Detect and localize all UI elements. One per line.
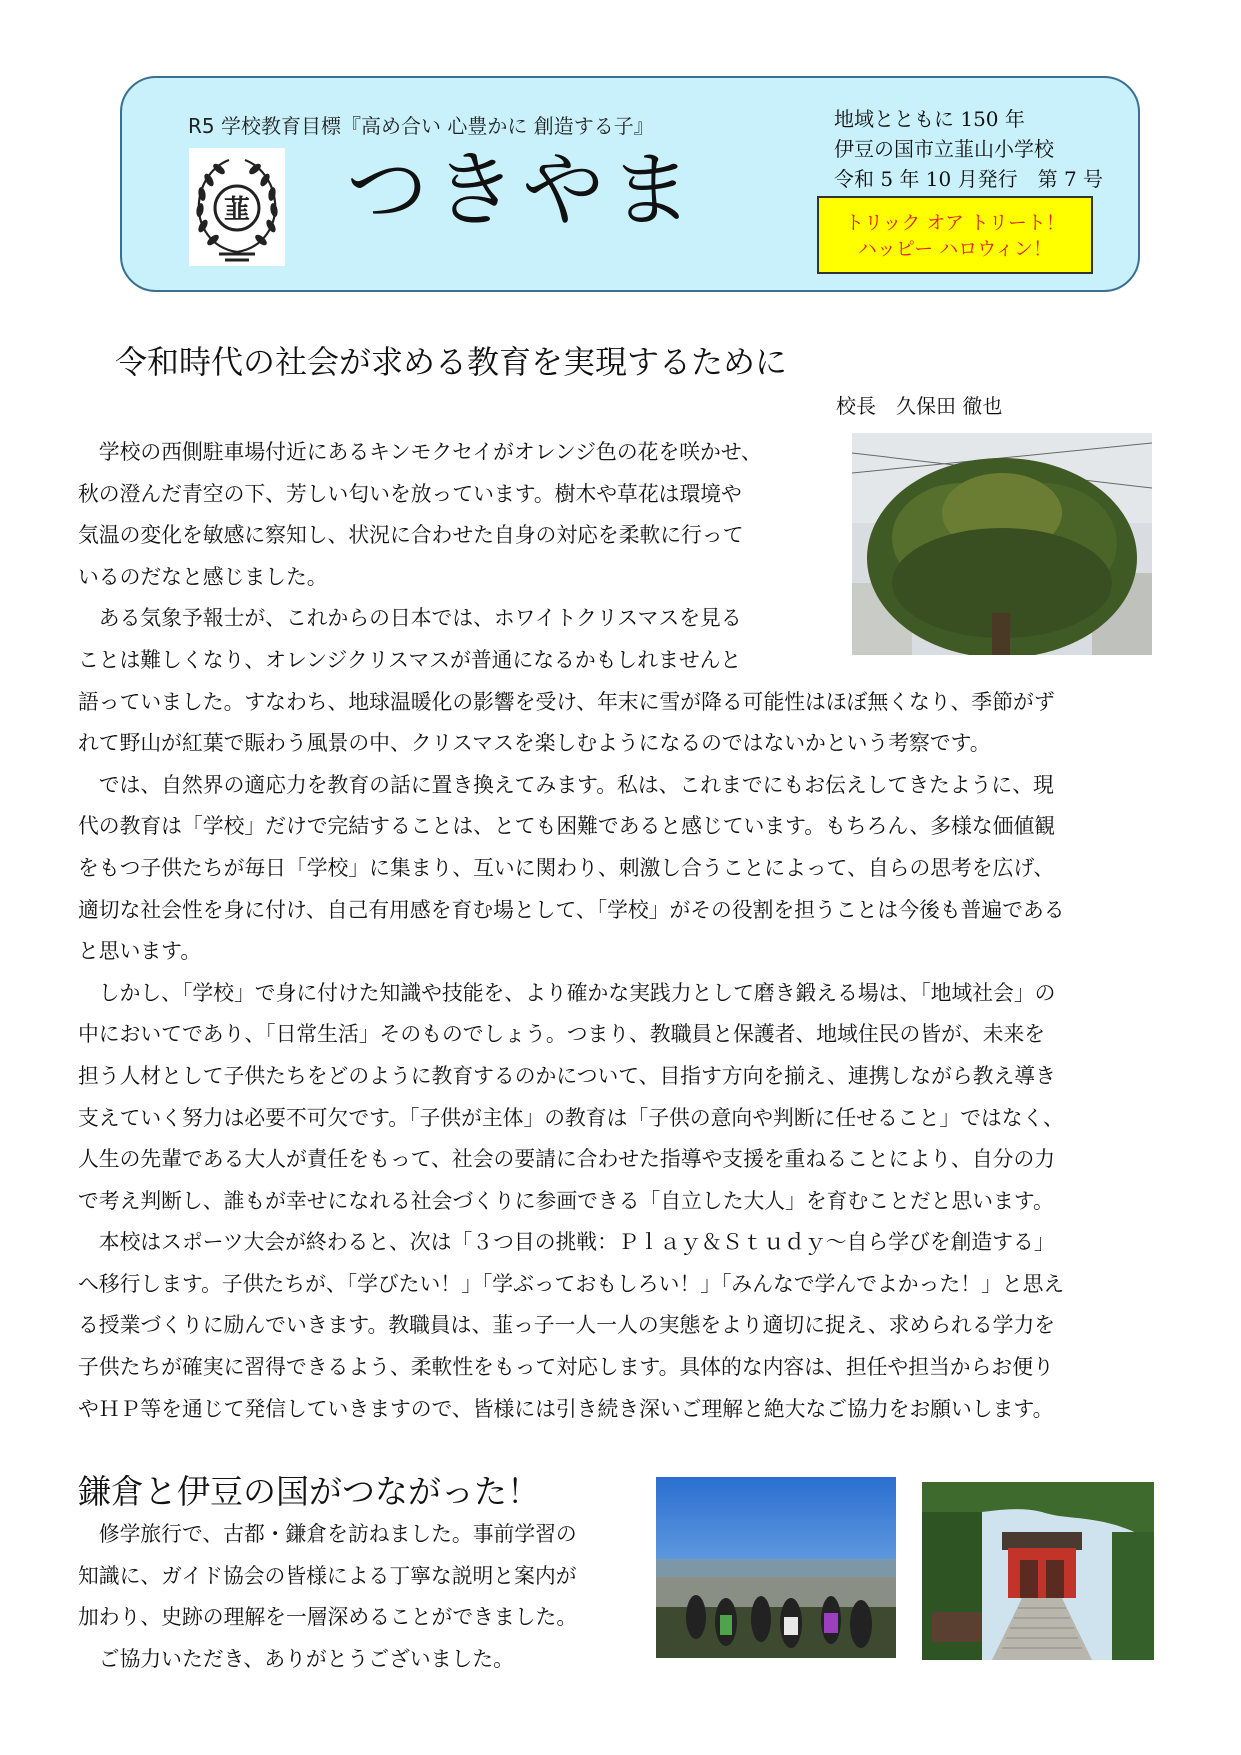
article-line: 本校はスポーツ大会が終わると、次は「３つ目の挑戦：Ｐｌａｙ＆Ｓｔｕｄｙ〜自ら学びを創造する」	[78, 1230, 1055, 1255]
article-line: れて野山が紅葉で賑わう風景の中、クリスマスを楽しむようになるのではないかという考察です。	[78, 731, 991, 756]
newsletter-title: つきやま	[346, 143, 699, 238]
article-line: しかし、「学校」で身に付けた知識や技能を、より確かな実践力として磨き鍛える場は、「地域社会」の	[78, 980, 1056, 1005]
article-line: ことは難しくなり、オレンジクリスマスが普通になるかもしれませんと	[78, 647, 742, 672]
article-line: 秋の澄んだ青空の下、芳しい匂いを放っています。樹木や草花は環境や	[78, 481, 742, 506]
article-author: 校長 久保田 徹也	[836, 394, 1003, 418]
article-line: 子供たちが確実に習得できるよう、柔軟性をもって対応します。具体的な内容は、担任や担当からお便り	[78, 1355, 1054, 1380]
article-line: で考え判断し、誰もが幸せになれる社会づくりに参画できる「自立した大人」を育むことだと思います。	[78, 1188, 1054, 1213]
trip-heading: 鎌倉と伊豆の国がつながった！	[78, 1472, 540, 1511]
article-line: では、自然界の適応力を教育の話に置き換えてみます。私は、これまでにもお伝えしてきたように、現	[78, 772, 1054, 797]
info-issue: 令和 5 年 10 月発行 第 7 号	[834, 167, 1104, 191]
article-line: 適切な社会性を身に付け、自己有用感を育む場として、「学校」がその役割を担うことは今後も普遍である	[78, 897, 1065, 922]
info-anniversary: 地域とともに 150 年	[834, 107, 1025, 131]
article-line: やＨＰ等を通じて発信していきますので、皆様には引き続き深いご理解と絶大なご協力をお願いします。	[78, 1396, 1054, 1421]
trip-line: ご協力いただき、ありがとうございました。	[78, 1646, 514, 1671]
article-line: 人生の先輩である大人が責任をもって、社会の要請に合わせた指導や支援を重ねることにより、自分の力	[78, 1147, 1056, 1172]
info-school-name: 伊豆の国市立韮山小学校	[834, 137, 1054, 161]
article-line: いるのだなと感じました。	[78, 564, 328, 589]
article-line: 気温の変化を敏感に察知し、状況に合わせた自身の対応を柔軟に行って	[78, 523, 744, 548]
school-emblem	[189, 148, 285, 266]
trip-line: 修学旅行で、古都・鎌倉を訪ねました。事前学習の	[78, 1522, 577, 1546]
article-line: をもつ子供たちが毎日「学校」に集まり、互いに関わり、刺激し合うことによって、自らの思考を広げ、	[78, 855, 1055, 880]
halloween-line-1: トリック オア トリート！	[845, 212, 1065, 234]
article-line: 中においてであり、「日常生活」そのものでしょう。つまり、教職員と保護者、地域住民の皆が、未来を	[78, 1022, 1046, 1047]
article-line: 支えていく努力は必要不可欠です。「子供が主体」の教育は「子供の意向や判断に任せること」ではなく、	[78, 1105, 1064, 1130]
halloween-line-2: ハッピー ハロウィン！	[857, 238, 1053, 260]
tsurugaoka-shrine-photo	[922, 1482, 1154, 1660]
emblem-glyph: 韮	[223, 195, 251, 225]
article-body	[78, 432, 1178, 1430]
trip-line: 加わり、史跡の理解を一層深めることができました。	[78, 1605, 578, 1629]
article-line: 学校の西側駐車場付近にあるキンモクセイがオレンジ色の花を咲かせ、	[78, 440, 762, 464]
trip-line: 知識に、ガイド協会の皆様による丁寧な説明と案内が	[78, 1563, 577, 1588]
article-heading: 令和時代の社会が求める教育を実現するために	[115, 343, 788, 381]
school-info	[834, 104, 1103, 194]
article-line: る授業づくりに励んでいきます。教職員は、韮っ子一人一人の実態をより適切に捉え、求められる学力を	[78, 1313, 1056, 1338]
kamakura-viewpoint-photo	[656, 1477, 896, 1658]
article-line: 代の教育は「学校」だけで完結することは、とても困難であると感じています。もちろん、多様な価値観	[78, 814, 1056, 839]
article-line: 担う人材として子供たちをどのように教育するのかについて、目指す方向を揃え、連携しながら教え導き	[78, 1063, 1056, 1088]
article-line: と思います。	[78, 939, 202, 964]
school-goal: R5 学校教育目標『高め合い 心豊かに 創造する子』	[188, 114, 654, 138]
article-line: ある気象予報士が、これからの日本では、ホワイトクリスマスを見る	[78, 606, 742, 631]
article-line: 語っていました。すなわち、地球温暖化の影響を受け、年末に雪が降る可能性はほぼ無くなり、季節がず	[78, 689, 1055, 714]
article-line: へ移行します。子供たちが、「学びたい！」「学ぶっておもしろい！」「みんなで学んでよかった！」と思え	[78, 1271, 1065, 1296]
trip-body	[78, 1514, 638, 1680]
halloween-box	[817, 196, 1093, 274]
